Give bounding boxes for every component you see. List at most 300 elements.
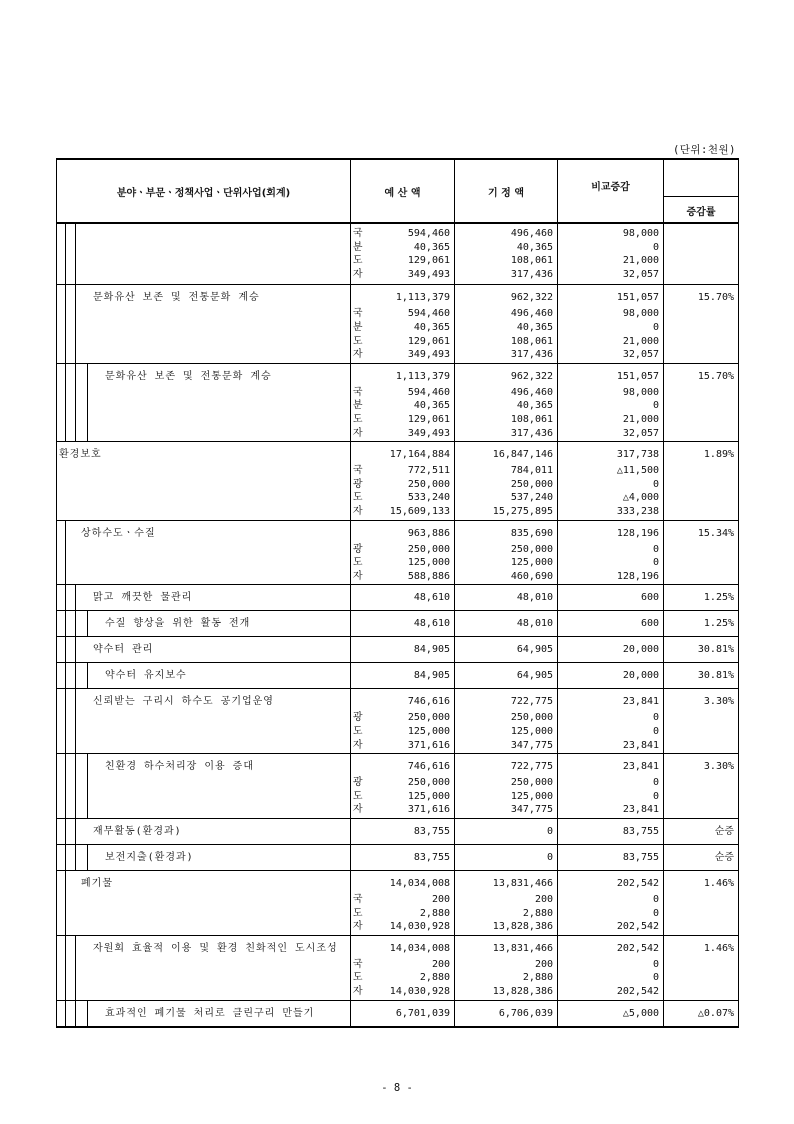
line-diff: △4,000: [622, 492, 660, 504]
tree-line: [75, 819, 76, 844]
line-existing: 108,061: [510, 335, 554, 347]
budget-cell: [365, 223, 455, 285]
row-name: 약수터 유지보수: [105, 670, 187, 682]
tree-line: [65, 364, 66, 441]
total-diff: 128,196: [616, 527, 660, 539]
fund-code: 국: [352, 308, 363, 320]
budget-cell: [365, 754, 455, 819]
rate-cell: [664, 818, 739, 844]
fund-code-cell: [351, 442, 365, 520]
fund-code-cell: [351, 844, 365, 870]
table-row: [57, 520, 739, 585]
line-budget: 250,000: [407, 777, 451, 789]
total-diff: 83,755: [622, 851, 660, 863]
fund-code-cell: [351, 1000, 365, 1027]
line-budget: 200: [431, 958, 451, 970]
tree-line: [87, 663, 88, 688]
fund-code: 도: [352, 335, 363, 347]
line-budget: 371,616: [407, 739, 451, 751]
tree-line: [87, 1001, 88, 1026]
total-rate: 1.46%: [703, 942, 735, 954]
fund-code-blank: [351, 757, 365, 776]
tree-line: [65, 585, 66, 610]
existing-cell: [455, 754, 558, 819]
line-budget: 200: [431, 893, 451, 905]
budget-cell: [365, 585, 455, 611]
rate-cell: [664, 585, 739, 611]
total-existing: 962,322: [510, 292, 554, 304]
line-diff: 0: [652, 907, 660, 919]
fund-code: 분: [352, 241, 363, 253]
rate-cell: [664, 611, 739, 637]
budget-cell: [365, 935, 455, 1000]
table-row: [57, 663, 739, 689]
line-budget: 40,365: [413, 400, 451, 412]
line-existing: 125,000: [510, 557, 554, 569]
fund-code-cell: [351, 611, 365, 637]
tree-line: [75, 364, 76, 441]
row-name: 친환경 하수처리장 이용 증대: [105, 761, 254, 773]
fund-code: 도: [352, 413, 363, 425]
line-existing: 496,460: [510, 308, 554, 320]
total-budget: 963,886: [407, 527, 451, 539]
fund-code: 자: [352, 268, 363, 280]
line-budget: 250,000: [407, 543, 451, 555]
existing-cell: [455, 442, 558, 520]
tree-line: [65, 521, 66, 585]
line-budget: 533,240: [407, 492, 451, 504]
fund-code-blank: [351, 588, 365, 607]
fund-code: 국: [352, 958, 363, 970]
line-diff: 0: [652, 958, 660, 970]
row-name: 상하수도ㆍ수질: [81, 527, 156, 539]
tree-line: [65, 224, 66, 284]
existing-cell: [455, 520, 558, 585]
tree-line: [65, 611, 66, 636]
budget-cell: [365, 663, 455, 689]
rate-cell: [664, 663, 739, 689]
total-existing: 13,831,466: [492, 942, 554, 954]
total-diff: 202,542: [616, 877, 660, 889]
diff-cell: [558, 844, 664, 870]
line-budget: 129,061: [407, 413, 451, 425]
fund-code: 자: [352, 570, 363, 582]
line-budget: 250,000: [407, 712, 451, 724]
tree-line: [75, 1001, 76, 1026]
budget-cell: [365, 285, 455, 363]
row-name-cell: [57, 363, 351, 441]
row-name-cell: [57, 844, 351, 870]
rate-cell: [664, 754, 739, 819]
fund-code-cell: [351, 285, 365, 363]
line-diff: 0: [652, 241, 660, 253]
total-diff: 20,000: [622, 670, 660, 682]
fund-code: 광: [352, 543, 363, 555]
fund-code-blank: [351, 640, 365, 659]
tree-line: [75, 845, 76, 870]
fund-code: 분: [352, 321, 363, 333]
line-diff: 32,057: [622, 268, 660, 280]
line-budget: 349,493: [407, 427, 451, 439]
table-row: [57, 844, 739, 870]
fund-code: 자: [352, 427, 363, 439]
total-existing: 48,010: [516, 592, 554, 604]
tree-line: [65, 637, 66, 662]
tree-line: [65, 285, 66, 362]
table-row: [57, 285, 739, 363]
line-budget: 772,511: [407, 465, 451, 477]
table-row: [57, 870, 739, 935]
diff-cell: [558, 818, 664, 844]
fund-code: 자: [352, 921, 363, 933]
diff-cell: [558, 520, 664, 585]
fund-code-blank: [351, 939, 365, 958]
table-header: [57, 159, 739, 223]
total-budget: 17,164,884: [389, 449, 451, 461]
fund-code-blank: [351, 666, 365, 685]
row-name: 약수터 관리: [93, 644, 154, 656]
tree-line: [87, 754, 88, 818]
total-budget: 14,034,008: [389, 877, 451, 889]
line-existing: 40,365: [516, 400, 554, 412]
total-existing: 16,847,146: [492, 449, 554, 461]
header-rate-label: 증감률: [664, 196, 738, 218]
line-budget: 125,000: [407, 790, 451, 802]
line-diff: 0: [652, 972, 660, 984]
rate-cell: [664, 223, 739, 285]
header-rate: [664, 159, 739, 223]
fund-code-blank: [351, 288, 365, 307]
line-existing: 2,880: [522, 907, 554, 919]
total-existing: 64,905: [516, 670, 554, 682]
row-name-cell: [57, 689, 351, 754]
line-existing: 125,000: [510, 725, 554, 737]
line-diff: 0: [652, 543, 660, 555]
diff-cell: [558, 223, 664, 285]
line-existing: 317,436: [510, 427, 554, 439]
tree-line: [87, 364, 88, 441]
line-diff: 0: [652, 321, 660, 333]
fund-code: 광: [352, 777, 363, 789]
row-name-cell: [57, 637, 351, 663]
line-existing: 347,775: [510, 739, 554, 751]
table-body: [57, 223, 739, 1027]
diff-cell: [558, 870, 664, 935]
row-name-cell: [57, 754, 351, 819]
tree-line: [75, 611, 76, 636]
budget-cell: [365, 611, 455, 637]
row-name-cell: [57, 285, 351, 363]
table-row: [57, 637, 739, 663]
line-existing: 784,011: [510, 465, 554, 477]
total-diff: 23,841: [622, 696, 660, 708]
row-name-cell: [57, 935, 351, 1000]
fund-code: 도: [352, 907, 363, 919]
table-row: [57, 363, 739, 441]
fund-code: 도: [352, 255, 363, 267]
total-budget: 48,610: [413, 592, 451, 604]
tree-line: [65, 936, 66, 1000]
budget-cell: [365, 818, 455, 844]
diff-cell: [558, 363, 664, 441]
page-number: - 8 -: [381, 1082, 413, 1094]
budget-cell: [365, 689, 455, 754]
fund-code: 분: [352, 400, 363, 412]
existing-cell: [455, 663, 558, 689]
fund-code: 국: [352, 228, 363, 239]
line-diff: 21,000: [622, 413, 660, 425]
line-diff: 333,238: [616, 505, 660, 517]
existing-cell: [455, 818, 558, 844]
line-existing: 347,775: [510, 804, 554, 816]
line-budget: 15,609,133: [389, 505, 451, 517]
row-name-cell: [57, 223, 351, 285]
total-diff: 20,000: [622, 644, 660, 656]
line-existing: 250,000: [510, 712, 554, 724]
total-existing: 64,905: [516, 644, 554, 656]
fund-code: 자: [352, 804, 363, 816]
line-budget: 2,880: [419, 907, 451, 919]
total-rate: 1.25%: [703, 618, 735, 630]
line-budget: 594,460: [407, 228, 451, 239]
total-existing: 835,690: [510, 527, 554, 539]
row-name-cell: [57, 663, 351, 689]
line-budget: 349,493: [407, 268, 451, 280]
table-row: [57, 935, 739, 1000]
line-budget: 349,493: [407, 349, 451, 361]
line-diff: 0: [652, 478, 660, 490]
total-rate: 3.30%: [703, 761, 735, 773]
line-existing: 496,460: [510, 228, 554, 239]
row-name-cell: [57, 442, 351, 520]
tree-line: [87, 845, 88, 870]
fund-code: 국: [352, 386, 363, 398]
tree-line: [65, 845, 66, 870]
line-diff: 128,196: [616, 570, 660, 582]
line-existing: 250,000: [510, 777, 554, 789]
line-existing: 317,436: [510, 268, 554, 280]
table-row: [57, 585, 739, 611]
total-rate: 30.81%: [697, 644, 735, 656]
table-row: [57, 611, 739, 637]
total-budget: 48,610: [413, 618, 451, 630]
row-name-cell: [57, 1000, 351, 1027]
existing-cell: [455, 223, 558, 285]
fund-code: 도: [352, 725, 363, 737]
line-diff: 0: [652, 712, 660, 724]
total-rate: 15.70%: [697, 370, 735, 382]
tree-line: [65, 819, 66, 844]
fund-code: 광: [352, 478, 363, 490]
fund-code-blank: [351, 822, 365, 841]
line-diff: 32,057: [622, 427, 660, 439]
fund-code: 자: [352, 739, 363, 751]
line-budget: 129,061: [407, 335, 451, 347]
row-name: 신뢰받는 구리시 하수도 공기업운영: [93, 696, 274, 708]
tree-line: [75, 224, 76, 284]
line-existing: 200: [534, 958, 554, 970]
total-budget: 1,113,379: [395, 370, 451, 382]
row-name: 재무활동(환경과): [93, 825, 182, 837]
fund-code-blank: [351, 1004, 365, 1023]
line-existing: 317,436: [510, 349, 554, 361]
fund-code-blank: [351, 445, 365, 464]
total-existing: 48,010: [516, 618, 554, 630]
line-diff: 98,000: [622, 386, 660, 398]
row-name: 환경보호: [59, 449, 102, 461]
tree-line: [75, 285, 76, 362]
total-diff: 151,057: [616, 370, 660, 382]
line-diff: 202,542: [616, 985, 660, 997]
fund-code: 도: [352, 557, 363, 569]
line-diff: 21,000: [622, 335, 660, 347]
total-rate: 30.81%: [697, 670, 735, 682]
total-diff: 202,542: [616, 942, 660, 954]
budget-cell: [365, 870, 455, 935]
fund-code: 도: [352, 790, 363, 802]
total-rate: 15.34%: [697, 527, 735, 539]
line-budget: 14,030,928: [389, 985, 451, 997]
line-diff: 0: [652, 790, 660, 802]
line-existing: 13,828,386: [492, 985, 554, 997]
fund-code-blank: [351, 614, 365, 633]
existing-cell: [455, 585, 558, 611]
tree-line: [75, 936, 76, 1000]
table-row: [57, 442, 739, 520]
row-name: 문화유산 보존 및 전통문화 계승: [93, 292, 260, 304]
header-budget: 예 산 액: [351, 159, 455, 223]
rate-cell: [664, 363, 739, 441]
line-diff: △11,500: [616, 465, 660, 477]
total-existing: 0: [546, 825, 554, 837]
table-row: [57, 689, 739, 754]
rate-cell: [664, 1000, 739, 1027]
tree-line: [75, 585, 76, 610]
rate-cell: [664, 935, 739, 1000]
fund-code-cell: [351, 223, 365, 285]
tree-line: [75, 663, 76, 688]
row-name: 문화유산 보존 및 전통문화 계승: [105, 370, 272, 382]
total-rate: 1.89%: [703, 449, 735, 461]
budget-cell: [365, 844, 455, 870]
diff-cell: [558, 1000, 664, 1027]
total-existing: 722,775: [510, 696, 554, 708]
total-existing: 722,775: [510, 761, 554, 773]
total-rate: 1.46%: [703, 877, 735, 889]
fund-code-cell: [351, 520, 365, 585]
total-diff: 600: [640, 618, 660, 630]
line-existing: 250,000: [510, 543, 554, 555]
total-budget: 83,755: [413, 825, 451, 837]
existing-cell: [455, 637, 558, 663]
fund-code: 자: [352, 505, 363, 517]
tree-line: [65, 663, 66, 688]
fund-code: 자: [352, 985, 363, 997]
line-existing: 108,061: [510, 413, 554, 425]
row-name: 수질 향상을 위한 활동 전개: [105, 618, 251, 630]
fund-code-cell: [351, 363, 365, 441]
total-budget: 746,616: [407, 761, 451, 773]
line-diff: 23,841: [622, 739, 660, 751]
rate-cell: [664, 689, 739, 754]
total-existing: 962,322: [510, 370, 554, 382]
diff-cell: [558, 585, 664, 611]
total-rate: 3.30%: [703, 696, 735, 708]
existing-cell: [455, 285, 558, 363]
table-row: [57, 754, 739, 819]
line-diff: 202,542: [616, 921, 660, 933]
line-existing: 108,061: [510, 255, 554, 267]
line-budget: 250,000: [407, 478, 451, 490]
line-existing: 40,365: [516, 241, 554, 253]
line-budget: 129,061: [407, 255, 451, 267]
existing-cell: [455, 1000, 558, 1027]
row-name-cell: [57, 611, 351, 637]
fund-code-cell: [351, 754, 365, 819]
existing-cell: [455, 611, 558, 637]
total-rate: 1.25%: [703, 592, 735, 604]
fund-code-cell: [351, 689, 365, 754]
fund-code-cell: [351, 637, 365, 663]
total-diff: 23,841: [622, 761, 660, 773]
total-diff: 600: [640, 592, 660, 604]
total-existing: 13,831,466: [492, 877, 554, 889]
tree-line: [65, 871, 66, 935]
total-diff: 151,057: [616, 292, 660, 304]
diff-cell: [558, 754, 664, 819]
existing-cell: [455, 870, 558, 935]
line-existing: 15,275,895: [492, 505, 554, 517]
line-diff: 98,000: [622, 308, 660, 320]
budget-cell: [365, 520, 455, 585]
line-existing: 250,000: [510, 478, 554, 490]
line-budget: 371,616: [407, 804, 451, 816]
header-category: 분야ㆍ부문ㆍ정책사업ㆍ단위사업(회계): [57, 159, 351, 223]
line-budget: 125,000: [407, 557, 451, 569]
line-budget: 594,460: [407, 308, 451, 320]
line-diff: 0: [652, 725, 660, 737]
fund-code: 도: [352, 492, 363, 504]
fund-code-cell: [351, 818, 365, 844]
line-diff: 0: [652, 557, 660, 569]
existing-cell: [455, 363, 558, 441]
row-name: 맑고 깨끗한 물관리: [93, 592, 193, 604]
line-budget: 588,886: [407, 570, 451, 582]
total-budget: 84,905: [413, 644, 451, 656]
diff-cell: [558, 285, 664, 363]
rate-cell: [664, 870, 739, 935]
row-name: 자원회 효율적 이용 및 환경 친화적인 도시조성: [93, 942, 338, 954]
table-row: [57, 1000, 739, 1027]
total-budget: 1,113,379: [395, 292, 451, 304]
rate-cell: [664, 442, 739, 520]
fund-code: 광: [352, 712, 363, 724]
line-diff: 0: [652, 893, 660, 905]
line-diff: 0: [652, 400, 660, 412]
total-diff: 83,755: [622, 825, 660, 837]
line-existing: 537,240: [510, 492, 554, 504]
budget-cell: [365, 442, 455, 520]
fund-code-blank: [351, 524, 365, 543]
row-name-cell: [57, 520, 351, 585]
total-rate: 15.70%: [697, 292, 735, 304]
total-diff: 317,738: [616, 449, 660, 461]
total-budget: 84,905: [413, 670, 451, 682]
unit-label: (단위:천원): [672, 144, 736, 156]
line-existing: 460,690: [510, 570, 554, 582]
tree-line: [65, 754, 66, 818]
tree-line: [75, 637, 76, 662]
